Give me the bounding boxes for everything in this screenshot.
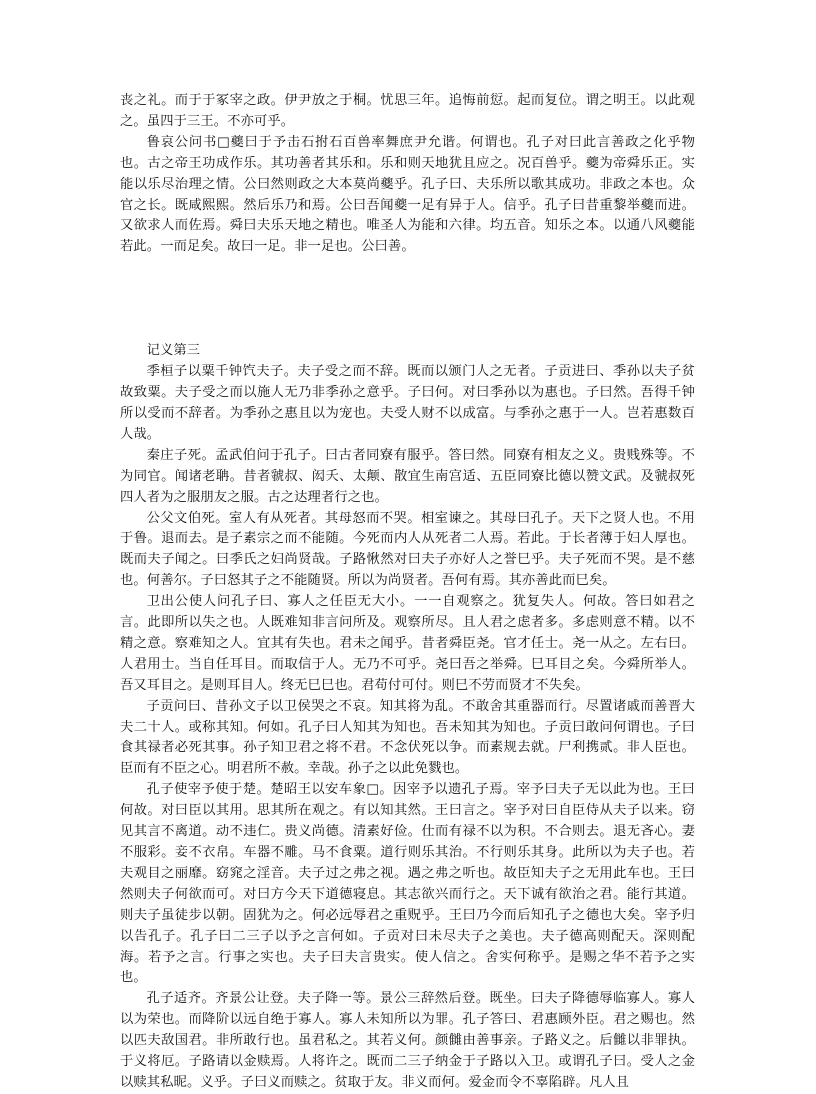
paragraph: 公父文伯死。室人有从死者。其母怒而不哭。相室谏之。其母曰孔子。天下之贤人也。不用于鲁。退而去。是子素宗之而不能随。今死而内人从死者二人焉。若此。于长者薄于妇人厚也。既而夫子闻之。曰季氏之妇尚贤哉。子路愀然对曰夫子亦好人之誉巳乎。夫子死而不哭。是不慈也。何善尔。子曰怒其子之不能随贤。所以为尚贤者。吾何有焉。其亦善此而巳矣。 <box>120 510 695 589</box>
paragraph: 季桓子以粟千钟饩夫子。夫子受之而不辞。既而以颁门人之无者。子贡进曰、季孙以夫子贫故致粟。夫子受之而以施人无乃非季孙之意乎。子曰何。对曰季孙以为惠也。子曰然。吾得千钟所以受而不辞者。为季孙之惠且以为宠也。夫受人财不以成富。与季孙之惠于一人。岂若惠数百人哉。 <box>120 364 695 442</box>
paragraph: 卫出公使人问孔子曰、寡人之任臣无大小。一一自观察之。犹复失人。何故。答曰如君之言。此即所以失之也。人既难知非言问所及。观察所尽。且人君之虑者多。多虑则意不精。以不精之意。察难知之人。宜其有失也。君未之闻乎。昔者舜臣尧。官才任士。尧一从之。左右曰。人君用士。当自任耳目。而取信于人。无乃不可乎。尧曰吾之举舜。巳耳目之矣。今舜所举人。吾又耳目之。是则耳目人。终无巳巳也。君苟付可付。则巳不劳而贤才不失矣。 <box>120 594 695 693</box>
section-title: 记义第三 <box>146 343 201 359</box>
paragraph: 孔子使宰予使于楚。楚昭王以安车象□。因宰予以遗孔子焉。宰予曰夫子无以此为也。王曰何故。对曰臣以其用。思其所在观之。有以知其然。王曰言之。宰予对曰自臣侍从夫子以来。窃见其言不离道。动不违仁。贵义尚德。清素好俭。仕而有禄不以为积。不合则去。退无吝心。妻不服彩。妾不衣帛。车器不雕。马不食粟。道行则乐其治。不行则乐其身。此所以为夫子也。若夫观目之丽靡。窈窕之淫音。夫子过之弗之视。遇之弗之听也。故臣知夫子之无用此车也。王曰然则夫子何欲而可。对曰方今天下道德寝息。其志欲兴而行之。天下诚有欲治之君。能行其道。则夫子虽徒步以朝。固犹为之。何必远辱君之重贶乎。王曰乃今而后知孔子之德也大矣。宰予归以告孔子。孔子曰二三子以予之言何如。子贡对曰未尽夫子之美也。夫子德高则配天。深则配海。若予之言。行事之实也。夫子曰夫言贵实。使人信之。舍实何称乎。是赐之华不若予之实也。 <box>120 782 695 986</box>
paragraph: 丧之礼。而于于冢宰之政。伊尹放之于桐。忧思三年。追悔前愆。起而复位。谓之明王。以此观之。虽四于三王。不亦可乎。 <box>120 93 695 129</box>
paragraph: 子贡问曰、昔孙文子以卫侯哭之不哀。知其将为乱。不敢舍其重器而行。尽置诸戚而善晋大夫二十人。或称其知。何如。孔子曰人知其为知也。吾未知其为知也。子贡曰敢问何谓也。子曰食其禄者必死其事。孙子知卫君之将不君。不念伏死以争。而素规去就。尸利携贰。非人臣也。臣而有不臣之心。明君所不赦。幸哉。孙子之以此免戮也。 <box>120 698 695 777</box>
document-page <box>120 91 695 1094</box>
part-two <box>120 341 695 1094</box>
paragraph: 孔子适齐。齐景公让登。夫子降一等。景公三辞然后登。既坐。曰夫子降德辱临寡人。寡人以为荣也。而降阶以远自绝于寡人。寡人未知所以为罪。孔子答曰、君惠顾外臣。君之赐也。然以匹夫敌国君。非所敢行也。虽君私之。其若义何。颜雠由善事亲。子路义之。后雠以非罪执。于义将厄。子路请以金赎焉。人将许之。既而二三子纳金于子路以入卫。或谓孔子曰。受人之金以赎其私昵。义乎。子曰义而赎之。贫取于友。非义而何。爱金而令不辜陷辟。凡人且 <box>120 991 695 1090</box>
paragraph: 鲁哀公问书□夔曰于予击石拊石百兽率舞庶尹允谐。何谓也。孔子对曰此言善政之化乎物也。古之帝王功成作乐。其功善者其乐和。乐和则天地犹且应之。况百兽乎。夔为帝舜乐正。实能以乐尽治理之情。公曰然则政之大本莫尚夔乎。孔子曰、夫乐所以歌其成功。非政之本也。众官之长。既咸熙熙。然后乐乃和焉。公曰吾闻夔一足有异于人。信乎。孔子曰昔重黎举夔而进。又欲求人而佐焉。舜曰夫乐天地之精也。唯圣人为能和六律。均五音。知乐之本。以通八风夔能若此。一而足矣。故曰一足。非一足也。公曰善。 <box>120 134 695 255</box>
section-gap <box>120 258 695 341</box>
paragraph: 秦庄子死。孟武伯问于孔子。曰古者同寮有服乎。答曰然。同寮有相友之义。贵贱殊等。不为同官。闻诸老聃。昔者虢叔、闳夭、太颠、散宜生南宫适、五臣同寮比德以赞文武。及虢叔死四人者为之服朋友之服。古之达理者行之也。 <box>120 447 695 505</box>
part-one <box>120 91 695 258</box>
